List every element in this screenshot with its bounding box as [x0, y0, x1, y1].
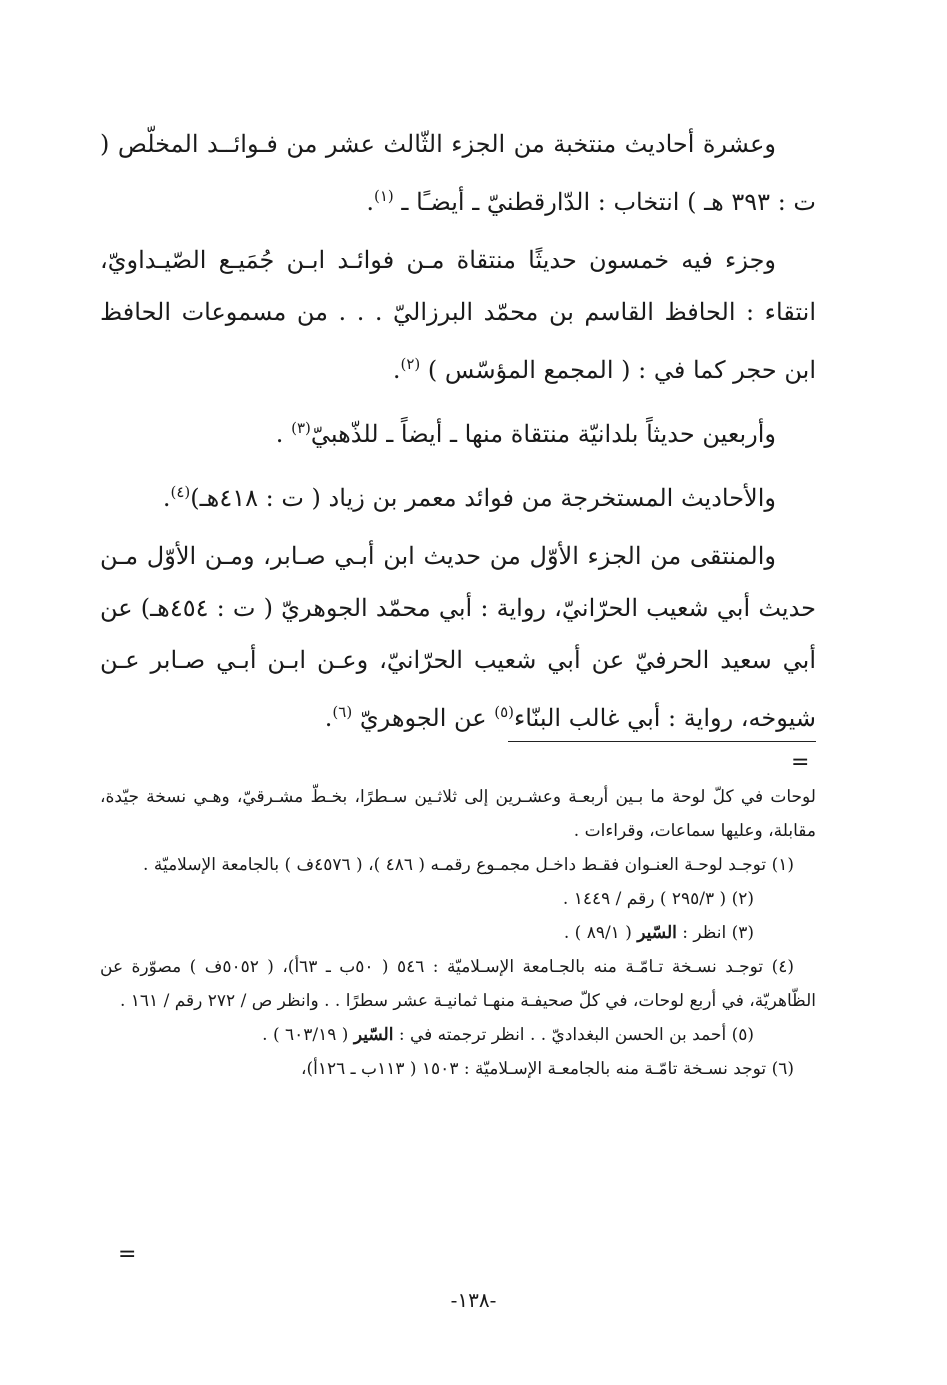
paragraph — [100, 234, 816, 396]
footnote-number: (٢) — [731, 889, 754, 909]
continuation-mark-bottom: = — [118, 1242, 137, 1267]
paragraph-end: . — [392, 356, 401, 384]
footnote-number: (٣) — [731, 923, 754, 943]
footnote-text: ( ٢٩٥/٣ ) رقم / ١٤٤٩ . — [562, 889, 727, 909]
paragraph-text: والأحاديث المستخرجة من فوائد معمر بن زياد ( ت : ٤١٨هـ) — [190, 484, 776, 512]
paragraph — [100, 402, 816, 460]
footnote-5 — [100, 1018, 816, 1052]
footnote-separator — [508, 741, 816, 742]
footnote-ref[interactable]: (٤) — [170, 483, 191, 501]
footnote-ref[interactable]: (٢) — [400, 355, 421, 373]
footnote-text: توجـد نسـخة تـامّـة منه بالجـامعة الإسـلاميّة : ٥٤٦ ( ٥٠ب ـ ٦٣أ)، ( ٥٠٥٢ف ) مصوّرة عن الظّاهريّة، في أربع لوحات، في كلّ صحيفـة منهـا ثمانيـة عشر سطرًا . . وانظر ص / ٢٧٢ رقم / ١٦١ . — [100, 957, 816, 1011]
paragraph-end: . — [162, 484, 171, 512]
main-text — [100, 118, 816, 750]
footnote-2 — [100, 882, 816, 916]
footnote-text: توجد نسـخة تامّـة منه بالجامعـة الإسـلاميّة : ١٥٠٣ ( ١١٣ب ـ ١٢٦أ)، — [301, 1059, 767, 1079]
paragraph — [100, 118, 816, 228]
page-number: -١٣٨- — [450, 1288, 497, 1312]
footnote-text: توجـد لوحـة العنـوان فقـط داخـل مجمـوع رقمـه ( ٤٨٦ )، ( ٤٥٧٦ف ) بالجامعة الإسلاميّة . — [143, 855, 767, 875]
footnote-ref[interactable]: (٦) — [332, 703, 353, 721]
paragraph-end: . — [366, 188, 374, 216]
footnote-1 — [100, 848, 816, 882]
continuation-mark-top: = — [791, 750, 810, 775]
paragraph — [100, 466, 816, 524]
footnote-number: (٥) — [731, 1025, 754, 1045]
paragraph-text: وأربعين حديثاً بلدانيّة منتقاة منها ـ أيضاً ـ للذّهبيّ — [310, 420, 776, 448]
book-title: السّير — [353, 1025, 394, 1045]
footnote-text: انظر : — [682, 923, 727, 943]
footnote-number: (١) — [771, 855, 794, 875]
footnote-4 — [100, 950, 816, 1018]
footnote-ref[interactable]: (٥) — [494, 703, 515, 721]
paragraph-end: . — [324, 704, 333, 732]
book-title: السّير — [637, 923, 677, 943]
paragraph — [100, 530, 816, 744]
footnote-text: ( ٦٠٣/١٩ ) . — [262, 1025, 349, 1045]
paragraph-text: والمنتقى من الجزء الأوّل من حديث ابن أبـي صـابر، ومـن الأوّل مـن حديث أبي شعيب الحرّانيّ، رواية : أبي محمّد الجوهريّ ( ت : ٤٥٤هـ) عن أبي سعيد الحرفيّ عن أبي شعيب الحرّانيّ، وعـن ابـن أبـي صـابر عـن شيوخه، رواية : أبي غالب البنّاء — [100, 542, 816, 732]
footnote-number: (٦) — [771, 1059, 794, 1079]
footnote-ref[interactable]: (٣) — [291, 419, 311, 437]
footnote-text: أحمد بن الحسن البغداديّ . . انظر ترجمته في : — [398, 1025, 727, 1045]
footnotes — [100, 780, 816, 1086]
paragraph-text: عن الجوهريّ — [359, 704, 487, 732]
paragraph-text: وجزء فيه خمسون حديثًا منتقاة مـن فوائـد ابـن جُمَيـع الصّيـداويّ، انتقاء : الحافظ القاسم بن محمّد البرزاليّ . . . من مسموعات الحافظ ابن حجر كما في : ( المجمع المؤسّس ) — [100, 246, 816, 384]
paragraph-end: . — [275, 420, 284, 448]
footnote-ref[interactable]: (١) — [374, 187, 394, 205]
footnote-text: ( ٨٩/١ ) . — [563, 923, 632, 943]
footnote-3 — [100, 916, 816, 950]
paragraph-text: وعشرة أحاديث منتخبة من الجزء الثّالث عشر من فـوائــد المخلّص ( ت : ٣٩٣ هـ ) انتخاب : الدّارقطنيّ ـ أيضـًا ـ — [100, 130, 816, 216]
footnote-carryover: لوحات في كلّ لوحة ما بـين أربعـة وعشـرين إلى ثلاثـين سـطرًا، بخـطّ مشـرقيّ، وهـي نسخة جيّدة، مقابلة، وعليها سماعات، وقراءات . — [100, 787, 816, 841]
footnote-6 — [100, 1052, 816, 1086]
footnote-number: (٤) — [771, 957, 794, 977]
